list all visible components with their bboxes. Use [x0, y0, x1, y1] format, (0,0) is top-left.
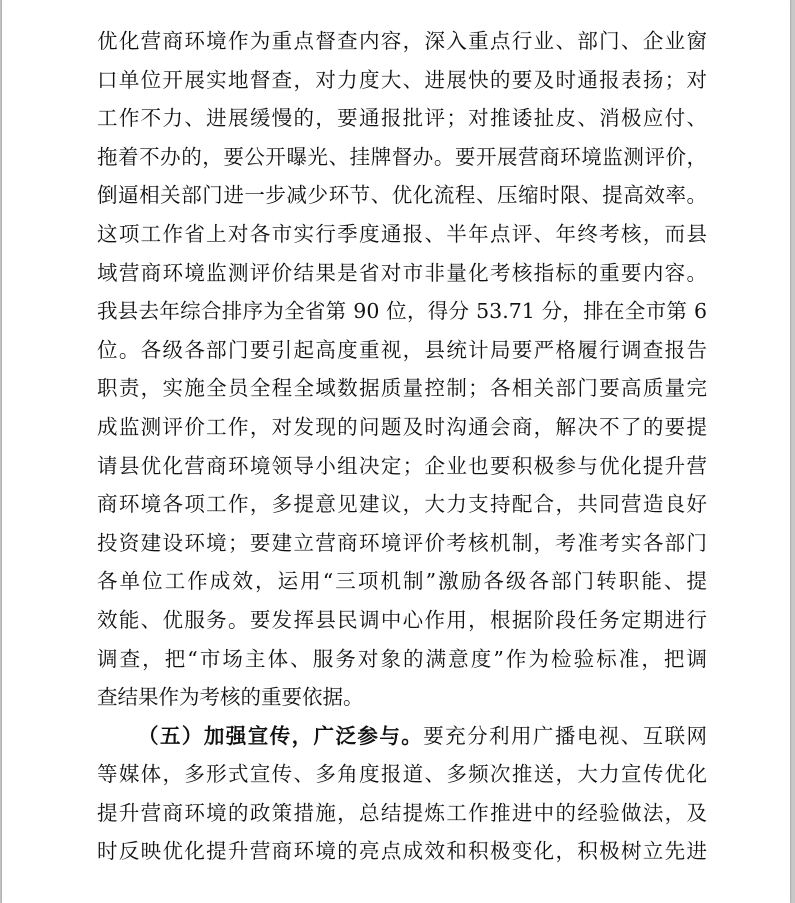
- text-line: 时反映优化提升营商环境的亮点成效和积极变化，积极树立先进: [97, 839, 707, 864]
- text-line: 口单位开展实地督查，对力度大、进展快的要及时通报表扬；对: [97, 67, 707, 92]
- text-line: 等媒体，多形式宣传、多角度报道、多频次推送，大力宣传优化: [97, 762, 707, 787]
- section-heading: （五）加强宣传，广泛参与。: [138, 723, 424, 748]
- text-line: 查结果作为考核的重要依据。: [97, 685, 364, 710]
- text-line: 提升营商环境的政策措施，总结提炼工作推进中的经验做法，及: [97, 800, 707, 825]
- text-line: 我县去年综合排序为全省第 90 位，得分 53.71 分，排在全市第 6: [97, 299, 707, 324]
- text-line: 效能、优服务。要发挥县民调中心作用，根据阶段任务定期进行: [97, 607, 707, 632]
- text-line: 优化营商环境作为重点督查内容，深入重点行业、部门、企业窗: [97, 29, 707, 53]
- text-line: 位。各级各部门要引起高度重视，县统计局要严格履行调查报告: [97, 337, 707, 362]
- document-page: [2, 0, 790, 903]
- text-line: 倒逼相关部门进一步减少环节、优化流程、压缩时限、提高效率。: [97, 183, 707, 208]
- text-line: 商环境各项工作，多提意见建议，大力支持配合，共同营造良好: [97, 492, 707, 517]
- text-line: 拖着不办的，要公开曝光、挂牌督办。要开展营商环境监测评价，: [97, 144, 707, 169]
- text-line: 职责，实施全员全程全域数据质量控制；各相关部门要高质量完: [97, 376, 707, 401]
- section-heading-line: [97, 717, 707, 756]
- document-body: [97, 22, 707, 871]
- text-line: 这项工作省上对各市实行季度通报、半年点评、年终考核，而县: [97, 221, 707, 246]
- text-line: 域营商环境监测评价结果是省对市非量化考核指标的重要内容。: [97, 260, 707, 285]
- section-text: 要充分利用广播电视、互联网: [423, 723, 708, 748]
- text-line: 请县优化营商环境领导小组决定；企业也要积极参与优化提升营: [97, 453, 707, 478]
- text-line: 调查，把“市场主体、服务对象的满意度”作为检验标准，把调: [97, 646, 707, 671]
- text-line: 工作不力、进展缓慢的，要通报批评；对推诿扯皮、消极应付、: [97, 106, 707, 131]
- text-line: 各单位工作成效，运用“三项机制”激励各级各部门转职能、提: [97, 569, 707, 594]
- text-line: 成监测评价工作，对发现的问题及时沟通会商，解决不了的要提: [97, 414, 707, 439]
- text-line: 投资建设环境；要建立营商环境评价考核机制，考准考实各部门: [97, 530, 707, 555]
